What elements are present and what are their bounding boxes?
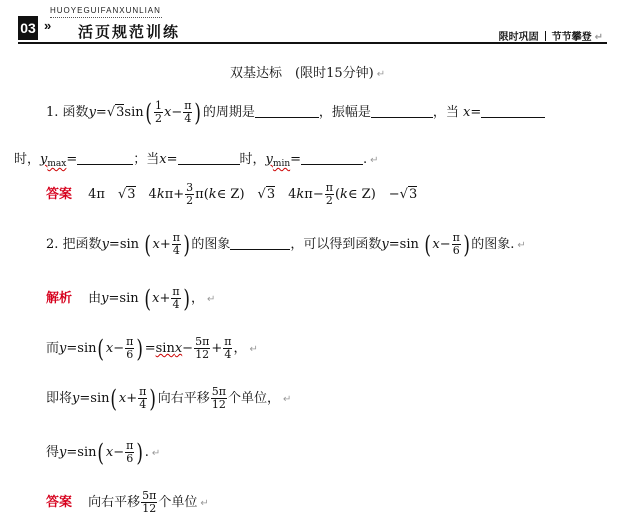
header-subtitle: HUOYEGUIFANXUNLIAN [50,6,161,15]
answer-text: 向右平移 [88,495,141,510]
section-title [230,62,385,81]
q1-text-1: 函数 [62,105,89,120]
answer-2: 答案 向右平移 $\frac{5\pi}{12}$ 个单位 ↵ [46,489,209,515]
derivation-line-3: 得y=sin(x− $\frac{\pi}{6}$ ). ↵ [46,438,161,467]
question-2: 2. 把函数y=sin (x+ $\frac{\pi}{4}$ )的图象 ，可以得到函数y=sin (x− $\frac{\pi}{6}$ )的图象. ↵ [46,230,526,259]
answer-blank [481,105,545,118]
return-mark-icon: ↵ [376,69,386,80]
header-right-tags [499,28,603,43]
header-title: 活页规范训练 [78,23,181,41]
answer-blank [178,152,240,165]
return-mark-icon: ↵ [594,32,603,43]
q1-text-6: ；当 [133,152,160,167]
header-tag-left: 限时巩固 [498,32,539,43]
return-mark-icon: ↵ [151,448,161,459]
analysis-line: 解析 由y=sin (x+ $\frac{\pi}{4}$ )， ↵ [46,284,216,313]
answer-1: 答案 4π √3 4kπ+ $\frac{3}{2}$ π(k∈ Z) √3 4kπ− $\frac{\pi}{2}$ (k∈ Z) −√3 [46,181,418,207]
return-mark-icon: ↵ [207,294,216,305]
q1-text-3: ，振幅是 [318,105,371,120]
analysis-label: 解析 [46,291,73,306]
answer-blank [301,152,363,165]
analysis-text: 由 [88,291,102,306]
derivation-text: 向右平移 [157,391,210,406]
derivation-line-1: 而y=sin(x− $\frac{\pi}{6}$ )=sinx− $\frac{5\pi}{12}$ + $\frac{\pi}{4}$ ， ↵ [46,334,258,363]
derivation-text: 即将 [46,391,73,406]
derivation-text: 个单位， [227,391,280,406]
derivation-text: 而 [46,341,60,356]
return-mark-icon: ↵ [249,344,258,355]
question-1: 1. 函数y=√3sin( $\frac{1}{2}$ x− $\frac{\pi}{4}$ )的周期是 ，振幅是 ，当 x= [46,100,545,125]
page-header [0,0,629,48]
answer-blank [255,105,319,118]
derivation-text: 得 [46,445,60,460]
question-number: 2. [46,237,59,252]
q2-text-1: 把函数 [62,237,102,252]
question-number: 1. [46,105,59,120]
answer-blank [230,237,290,250]
return-mark-icon: ↵ [200,498,209,509]
question-1-continued: 时，$y_{max}=$ ；当x= 时，$y_{min}=$ . ↵ [14,152,379,169]
header-dotted-rule [50,17,162,18]
section-title-text: 双基达标 (限时15分钟) [230,66,374,81]
q1-text-5: 时， [14,152,41,167]
return-mark-icon: ↵ [517,240,526,251]
q1-text-7: 时， [239,152,266,167]
header-tag-right: 节节攀登 [551,32,592,43]
answer-blank [371,105,433,118]
chapter-number-badge: 03 [18,16,38,40]
return-mark-icon: ↵ [370,155,379,166]
q2-text-3: ，可以得到函数 [290,237,382,252]
header-tag-divider [545,31,546,41]
answer-label: 答案 [46,187,73,202]
answer-blank [77,152,133,165]
q2-text-4: 的图象. [471,237,515,252]
return-mark-icon: ↵ [282,394,292,405]
answer-label: 答案 [46,495,73,510]
derivation-line-2: 即将y=sin(x+ $\frac{\pi}{4}$ )向右平移 $\frac{5\pi}{12}$ 个单位， ↵ [46,384,292,413]
answer-text: 个单位 [158,495,198,510]
q1-text-4: ，当 [432,105,459,120]
q2-text-2: 的图象 [191,237,231,252]
chevron-icon: » [44,18,52,33]
q1-text-2: 的周期是 [202,105,255,120]
header-rule [18,42,607,44]
